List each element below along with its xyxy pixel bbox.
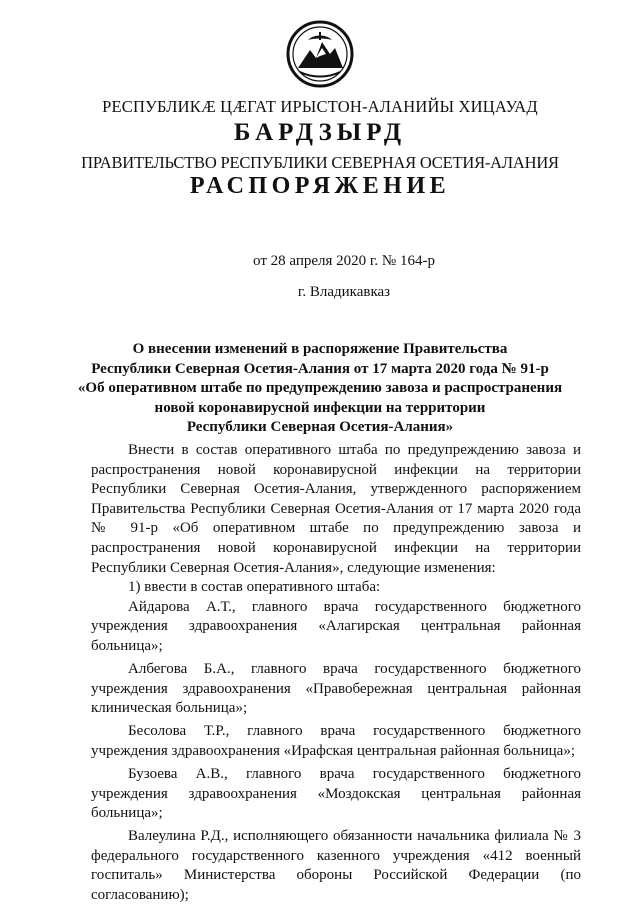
header-ossetian-doc-type: БАРДЗЫРД (233, 119, 407, 146)
header-russian-government: ПРАВИТЕЛЬСТВО РЕСПУБЛИКИ СЕВЕРНАЯ ОСЕТИЯ-АЛАНИЯ (81, 153, 559, 172)
title-line: Республики Северная Осетия-Алания» (186, 419, 454, 435)
member-item: Бузоева А.В., главного врача государственного бюджетного учреждения здравоохранения «Моздокская центральная районная больница»; (91, 766, 581, 822)
header-ossetian-republic: РЕСПУБЛИКӔ ЦӔГАТ ИРЫСТОН-АЛАНИЙЫ ХИЦАУАД (102, 97, 538, 116)
document-city: г. Владикавказ (297, 284, 391, 300)
member-item: Айдарова А.Т., главного врача государственного бюджетного учреждения здравоохранения «Алагирская центральная районная больница»; (91, 598, 581, 654)
member-item: Валеулина Р.Д., исполняющего обязанности начальника филиала № 3 федерального государственного казенного учреждения «412 военный госпиталь» Министерства обороны Российской Федерации (по согласованию); (91, 828, 581, 904)
title-line: новой коронавирусной инфекции на территории (154, 399, 486, 416)
header-russian-doc-type: РАСПОРЯЖЕНИЕ (189, 173, 451, 199)
document-body (91, 441, 581, 909)
intro-paragraph: Внести в состав оперативного штаба по предупреждению завоза и распространения новой коронавирусной инфекции на территории Республики Северная Осетия-Алания, утвержденного распоряжением Правительства Республики Северная Осетия-Алания от 17 марта 2020 года № 91-р «Об оперативном штабе по предупреждению завоза и распространения новой коронавирусной инфекции на территории Республики Северная Осетия-Алания», следующие изменения: (91, 442, 581, 576)
title-line: «Об оперативном штабе по предупреждению завоза и распространения (77, 380, 563, 396)
document-date-number: от 28 апреля 2020 г. № 164-р (253, 253, 435, 269)
member-item: Албегова Б.А., главного врача государственного бюджетного учреждения здравоохранения «Правобережная центральная районная клиническая больница»; (91, 661, 581, 717)
coat-of-arms-emblem (286, 20, 354, 88)
point-1: 1) ввести в состав оперативного штаба: (128, 579, 381, 596)
title-line: О внесении изменений в распоряжение Правительства (132, 341, 508, 357)
document-title (0, 340, 640, 438)
title-line: Республики Северная Осетия-Алания от 17 марта 2020 года № 91-р (91, 360, 549, 377)
member-item: Бесолова Т.Р., главного врача государственного бюджетного учреждения здравоохранения «Ирафская центральная районная больница»; (91, 723, 581, 759)
member-list (91, 598, 581, 906)
